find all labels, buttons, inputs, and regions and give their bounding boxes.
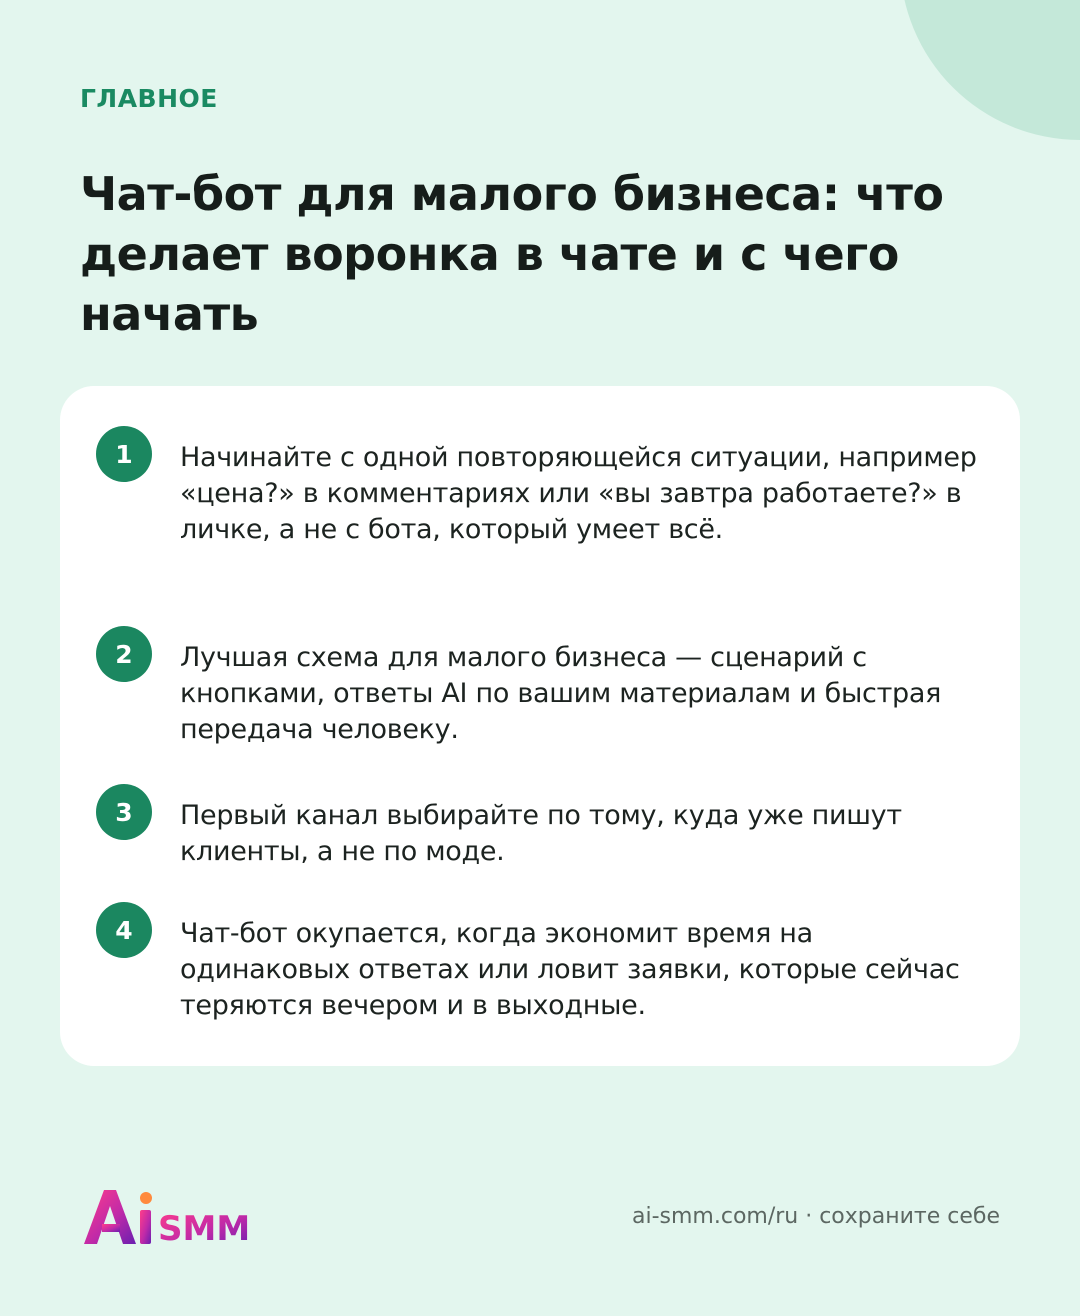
list-item-text: Первый канал выбирайте по тому, куда уже пишут клиенты, а не по моде. [180,800,902,867]
page-title: Чат-бот для малого бизнеса: что делает воронка в чате и с чего начать [80,167,944,341]
list-item-text: Лучшая схема для малого бизнеса — сценарий с кнопками, ответы AI по вашим материалам и быстрая передача человеку. [180,642,942,745]
number-badge: 2 [96,626,152,682]
summary-card [60,386,1020,1066]
number-badge: 1 [96,426,152,482]
list-item-text: Чат-бот окупается, когда экономит время на одинаковых ответах или ловит заявки, которые сейчас теряются вечером и в выходные. [180,918,960,1021]
footer-text: ai-smm.com/ru · сохраните себе [632,1204,1000,1229]
aismm-logo [80,1184,280,1248]
list-item-text: Начинайте с одной повторяющейся ситуации, например «цена?» в комментариях или «вы завтра работаете?» в личке, а не с бота, который умеет всё. [180,442,977,545]
decorative-corner-circle [900,0,1080,140]
number-badge: 4 [96,902,152,958]
number-badge: 3 [96,784,152,840]
svg-text:SMM: SMM [158,1209,251,1248]
section-label: ГЛАВНОЕ [80,84,218,113]
